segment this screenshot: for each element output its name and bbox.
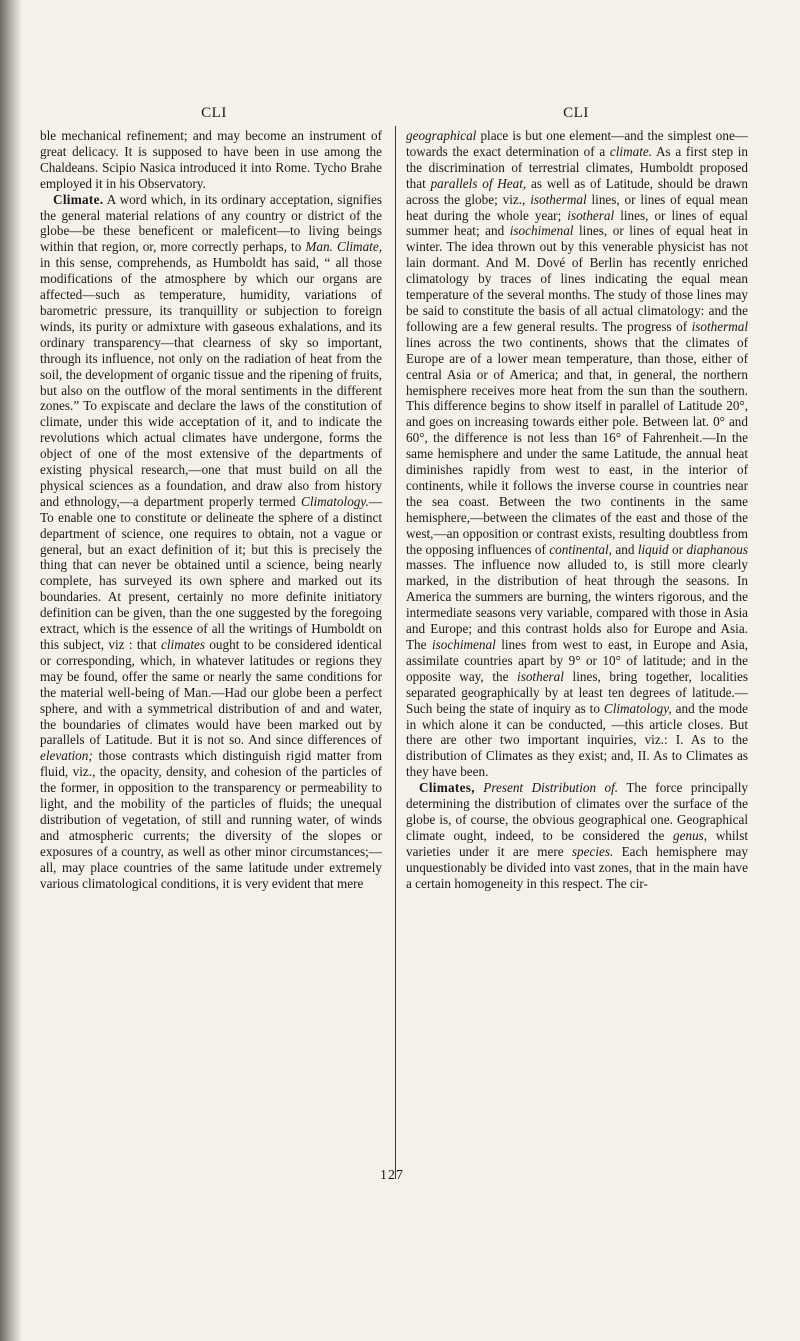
body-text: lines, or lines of equal mean heat during the whole year;	[406, 191, 749, 223]
paragraph	[40, 192, 382, 892]
body-text: lines, or lines of equal heat in winter. The idea thrown out by this venerable physicist has not lain dormant. And M. Dové of Berlin has recently enriched climatology by traces of lines indicating the equal mean temperature of the several months. The study of those lines may be said to constitute the basis of all actual climatology: and the following are a few general results. The progress of	[406, 223, 748, 334]
body-text: Each hemisphere may unquestionably be divided into vast zones, that in the main have a certain homogeneity in this respect. The cir-	[406, 843, 748, 891]
body-text: masses. The influence now alluded to, is still more clearly marked, in the distribution of heat through the seasons. In America the summers are burning, the winters rigorous, and the intermediate seasons very variable, compared with those in Asia and Europe; and this contrast holds also for Europe and Asia. The	[406, 557, 748, 652]
body-text: in this sense, comprehends, as Humboldt has said, “ all those modifications of the atmosphere by which our organs are affected—such as temperature, humidity, variations of barometric pressure, its tranquillity or subjection to foreign winds, its purity or admixture with gaseous exhalations, and its ordinary transparency—that clearness of sky so important, through its influence, not only on the radiation of heat from the soil, the development of organic tissue and the ripening of fruits, but also on the outflow of the moral sentiments in the different zones.” To expiscate and declare the laws of the constitution of climate, under this wide acceptation of it, and to indicate the revolutions which actual climates have undergone, forms the object of one of the most extensive of the departments of existing physical research,—one that must build on all the physical sciences as a foundation, and draw also from history and ethnology,—a department properly termed	[40, 255, 382, 509]
column-divider	[395, 126, 396, 1179]
italic-text: Climate,	[336, 239, 382, 255]
italic-text: elevation;	[40, 748, 93, 764]
italic-text: genus,	[673, 827, 708, 843]
italic-text: continental,	[549, 541, 612, 557]
body-text: ble mechanical refinement; and may become an instrument of great delicacy. It is supposed to have been in use among the Chaldeans. Scipio Nasica introduced it into Rome. Tycho Brahe employed it in his Observatory.	[40, 128, 382, 191]
italic-text: climates	[161, 637, 205, 652]
body-text: lines, or lines of equal summer heat; and	[406, 207, 748, 239]
paragraph	[406, 128, 748, 780]
running-header-left: CLI	[201, 105, 227, 121]
page-number: 127	[380, 1168, 404, 1183]
right-column	[406, 128, 748, 892]
body-text: place is but one element—and the simplest one—towards the exact determination of a	[406, 128, 748, 159]
italic-text: isochimenal	[432, 637, 496, 652]
italic-text: isothermal	[530, 191, 587, 207]
body-text: those contrasts which distinguish rigid matter from fluid, viz., the opacity, density, and cohesion of the particles of the former, in opposition to the transparency or permeability to light, and the mobility of the particles of fluids; the unequal distribution of vegetation, of still and running water, of winds and atmospheric currents; the diversity of the slopes or exposures of a country, as well as other minor circumstances;—all, may place countries of the same latitude under extremely various climatological conditions, it is very evident that mere	[40, 748, 382, 891]
body-text: whilst varieties under it are mere	[406, 827, 748, 859]
italic-text: Man.	[305, 239, 333, 255]
entry-headword: Climates,	[419, 780, 475, 796]
italic-text: climate.	[609, 143, 653, 159]
body-text: lines, bring together, localities separated geographically by at least ten degrees of latitude.— Such being the state of inquiry as to	[406, 668, 748, 716]
italic-text: species.	[571, 843, 614, 859]
body-text: A word which, in its ordinary acceptation, signifies the general material relations of any country or district of the globe—be these beneficent or maleficent—to living beings within that region, or, more correctly perhaps, to	[40, 191, 382, 255]
entry-headword: Climate.	[53, 191, 104, 207]
italic-text: diaphanous	[686, 541, 748, 557]
body-text: —To enable one to constitute or delineate the sphere of a distinct department of science, one requires to obtain, not a vague or general, but an exact definition of it; but this is precisely the thing that can never be obtained until a science, being nearly complete, has surveyed its own sphere and marked out its boundaries. At present, certainly no more definite initiatory definition can be given, than the one suggested by the foregoing extract, which is the essence of all the writings of Humboldt on this subject, viz : that	[40, 493, 382, 652]
body-text: lines across the two continents, shows that the climates of Europe are of a lower mean temperature, than those, either of central Asia or of America; and that, in general, the northern hemisphere receives more heat from the sun than the southern. This difference begins to show itself in parallel of Latitude 20°, and goes on increasing towards either pole. Between lat. 0° and 60°, the difference is not less than 16° of Fahrenheit.—In the same hemisphere and under the same Latitude, the annual heat diminishes rapidly from west to east, in the interior of continents, while it follows the inverse course in countries near the sea coast. Between the two continents in the same hemisphere,—between the climates of the east and those of the west,—an opposition or contrast exists, resulting doubtless from the opposing influences of	[406, 334, 748, 557]
body-text: and	[611, 541, 638, 557]
body-text: as well as of Latitude, should be drawn across the globe; viz.,	[406, 175, 748, 207]
body-text: The force principally determining the distribution of climates over the surface of the globe is, of course, the obvious geographical one. Geographical climate ought, indeed, to be considered the	[406, 780, 748, 843]
italic-text: isotheral	[567, 207, 615, 223]
italic-text: parallels of Heat,	[430, 175, 527, 191]
body-text: ought to be considered identical or corresponding, which, in whatever latitudes or regions they may be found, offer the same or nearly the same conditions for the material well-being of Man.—Had our globe been a perfect sphere, and with a symmetrical distribution of and and water, the boundaries of climates would have been marked out by parallels of Latitude. But it is not so. And since differences of	[40, 637, 382, 748]
italic-text: liquid	[637, 541, 669, 557]
italic-text: isothermal	[691, 318, 748, 334]
paragraph	[406, 780, 748, 891]
italic-text: geographical	[406, 128, 477, 143]
italic-text: Climatology,	[603, 700, 672, 716]
italic-text: isotheral	[517, 668, 564, 684]
left-column	[40, 128, 382, 892]
body-text: As a first step in the discrimination of terrestrial climates, Humboldt proposed that	[406, 143, 748, 191]
body-text: or	[668, 541, 687, 557]
body-text: lines from west to east, in Europe and Asia, assimilate countries apart by 9° or 10° of latitude; and in the opposite way, the	[406, 637, 748, 684]
running-header-right: CLI	[563, 105, 589, 121]
body-text: and the mode in which alone it can be conducted, —this article closes. But there are other two important inquiries, viz.: I. As to the distribution of Climates as they exist; and, II. As to Climates as they have been.	[406, 700, 748, 780]
italic-text: Climatology.	[301, 493, 369, 509]
page-edge-shadow	[0, 0, 22, 1341]
italic-text: Present Distribution of.	[483, 780, 619, 796]
paragraph	[40, 128, 382, 192]
italic-text: isochimenal	[509, 223, 574, 239]
